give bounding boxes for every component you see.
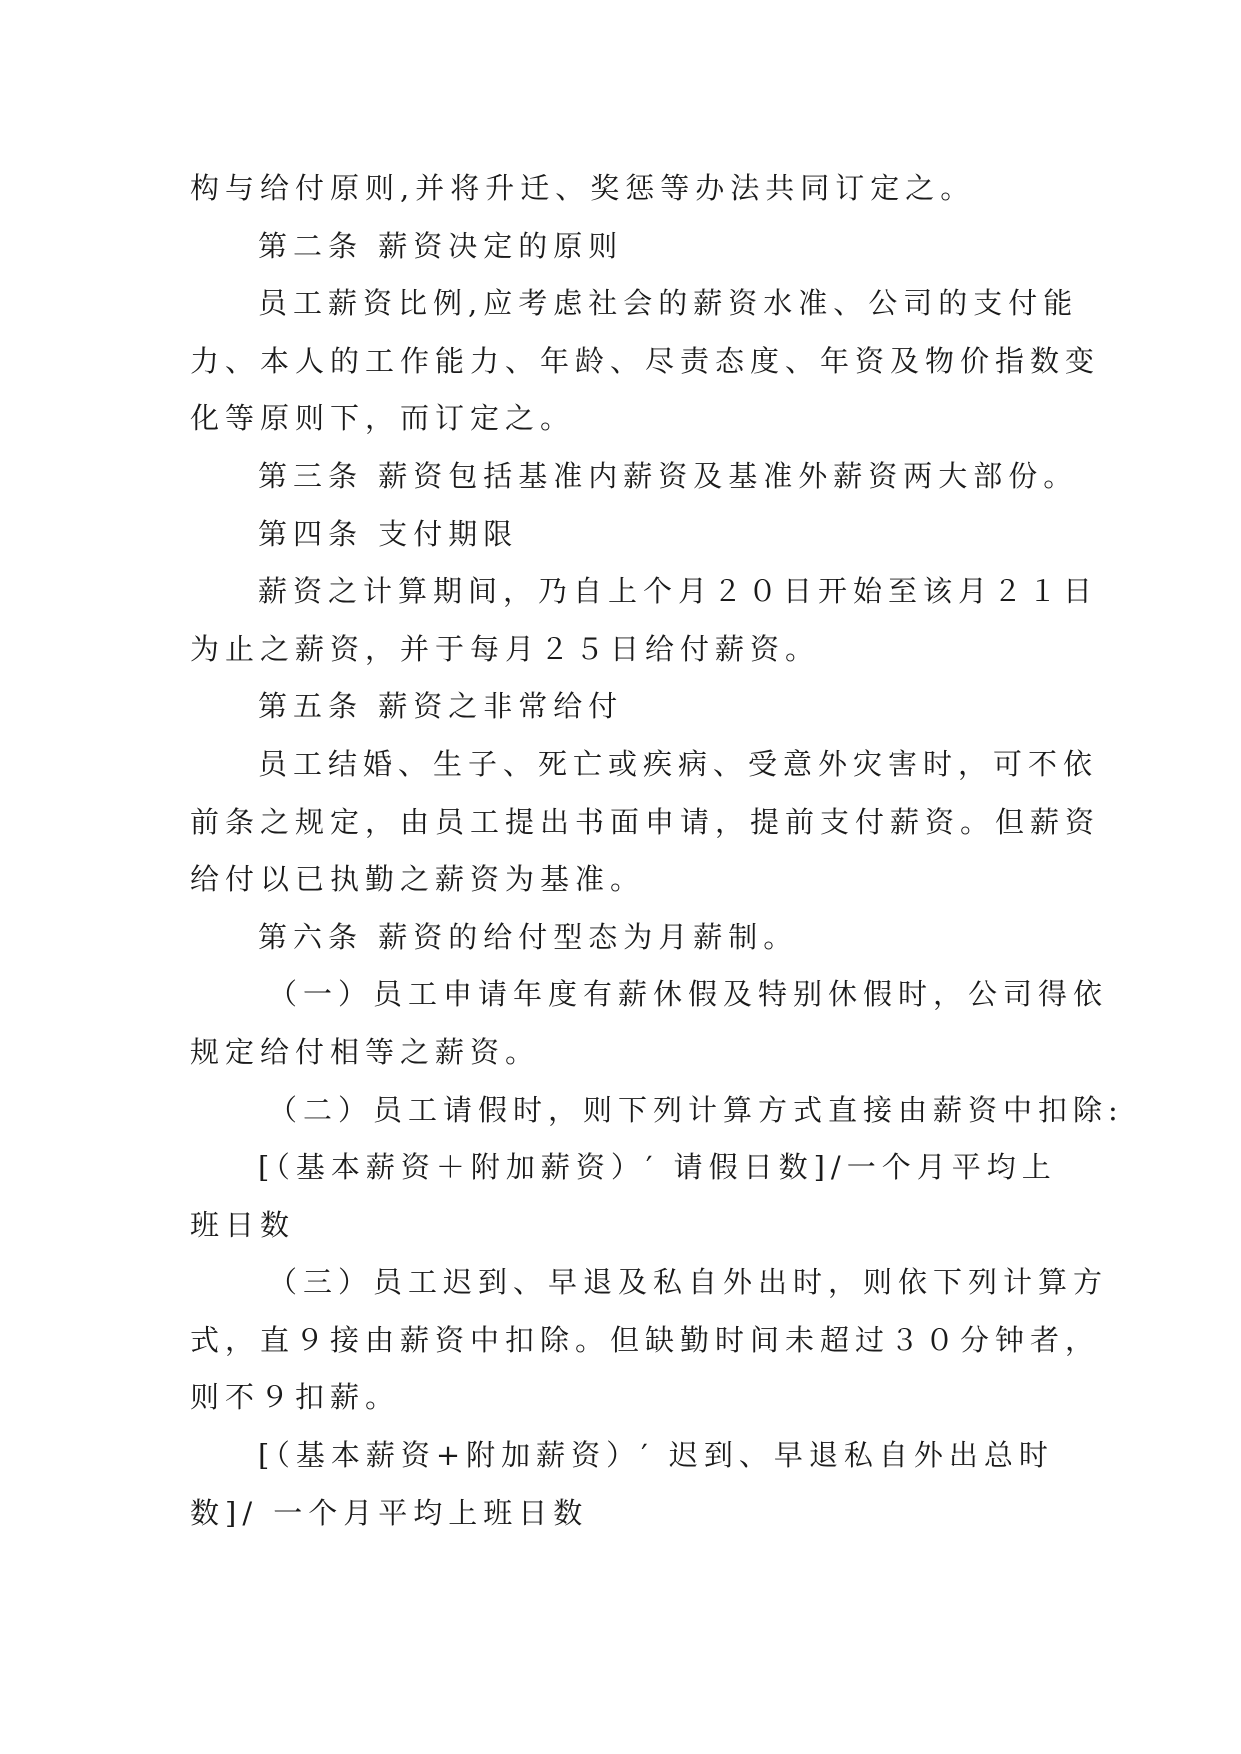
formula-line: [（基本薪资+附加薪资）′ 迟到、早退私自外出总时 [258,1438,1054,1473]
text-line: 给付以已执勤之薪资为基准。 [190,862,646,897]
text-line: 规定给付相等之薪资。 [190,1034,541,1069]
text-line: 化等原则下，而订定之。 [190,401,576,436]
article-5-heading: 第五条 薪资之非常给付 [258,689,624,724]
text-line: （三）员工迟到、早退及私自外出时，则依下列计算方 [268,1265,1109,1300]
text-line: 薪资之计算期间，乃自上个月２０日开始至该月２１日 [258,574,1099,609]
article-3-heading: 第三条 薪资包括基准内薪资及基准外薪资两大部份。 [258,458,1079,493]
text-line: 员工结婚、生子、死亡或疾病、受意外灾害时，可不依 [258,746,1099,781]
text-line: 力、本人的工作能力、年龄、尽责态度、年资及物价指数变 [190,343,1101,378]
text-line: （一）员工申请年度有薪休假及特别休假时，公司得依 [268,977,1109,1012]
text-line: 式，直９接由薪资中扣除。但缺勤时间未超过３０分钟者， [190,1322,1101,1357]
formula-line: 数]/ 一个月平均上班日数 [190,1495,589,1530]
article-6-heading: 第六条 薪资的给付型态为月薪制。 [258,919,799,954]
document-body [190,160,1124,1542]
text-line: 为止之薪资，并于每月２５日给付薪资。 [190,631,821,666]
article-2-heading: 第二条 薪资决定的原则 [258,228,624,263]
text-line: 则不９扣薪。 [190,1380,401,1415]
text-line: 构与给付原则,并将升迁、奖惩等办法共同订定之。 [190,171,976,205]
formula-line: [（基本薪资＋附加薪资）′ 请假日数]/一个月平均上 [258,1150,1057,1185]
formula-line: 班日数 [190,1207,296,1242]
text-line: 员工薪资比例,应考虑社会的薪资水准、公司的支付能 [258,286,1079,321]
text-line: 前条之规定，由员工提出书面申请，提前支付薪资。但薪资 [190,804,1101,839]
article-4-heading: 第四条 支付期限 [258,516,519,551]
text-line: （二）员工请假时，则下列计算方式直接由薪资中扣除: [268,1092,1124,1127]
